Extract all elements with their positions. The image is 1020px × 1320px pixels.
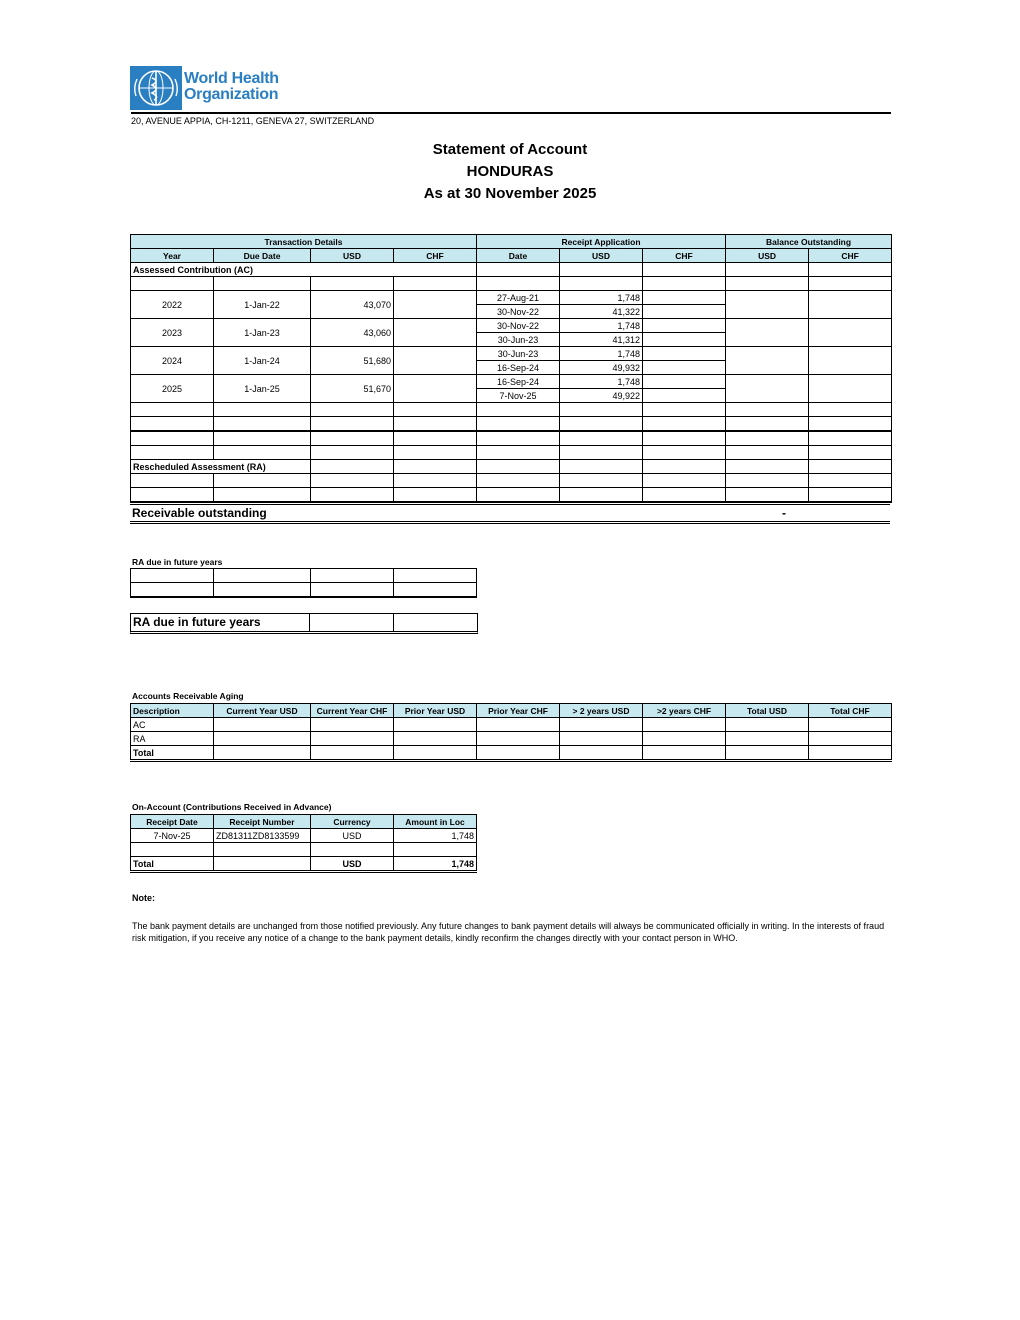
- ac-section-label: Assessed Contribution (AC): [131, 263, 477, 277]
- group-header-balance: Balance Outstanding: [726, 235, 892, 249]
- year-cell: 2022: [131, 291, 214, 319]
- receipt-usd-cell: 1,748: [560, 347, 643, 361]
- year-cell: 2025: [131, 375, 214, 403]
- col-header-usd: USD: [311, 249, 394, 263]
- table-row: [131, 569, 477, 583]
- note-label: Note:: [132, 893, 155, 903]
- receipt-usd-cell: 49,932: [560, 361, 643, 375]
- aging-header-description: Description: [131, 704, 214, 718]
- receipt-date-cell: 30-Nov-22: [477, 305, 560, 319]
- who-emblem-icon: [130, 66, 182, 110]
- on-account-date-cell: 7-Nov-25: [131, 829, 214, 843]
- receipt-date-cell: 30-Jun-23: [477, 333, 560, 347]
- table-row: [131, 732, 892, 746]
- logo-wordmark: [184, 71, 279, 103]
- table-row: [131, 417, 892, 432]
- table-row: [131, 431, 892, 446]
- ra-future-total-row: [130, 613, 478, 634]
- due-date-cell: 1-Jan-25: [214, 375, 311, 403]
- receipt-date-cell: 30-Jun-23: [477, 347, 560, 361]
- logo-line1: World Health: [184, 70, 279, 87]
- due-date-cell: 1-Jan-22: [214, 291, 311, 319]
- amount-usd-cell: 51,670: [311, 375, 394, 403]
- receipt-date-cell: 16-Sep-24: [477, 375, 560, 389]
- col-header-receipt-chf: CHF: [643, 249, 726, 263]
- receivable-outstanding-row: [130, 504, 890, 524]
- amount-usd-cell: 43,070: [311, 291, 394, 319]
- on-account-header-amount: Amount in Loc: [394, 815, 477, 829]
- table-row: [131, 403, 892, 417]
- aging-header-row: [131, 704, 892, 718]
- aging-header-total-chf: Total CHF: [809, 704, 892, 718]
- table-row: [131, 375, 892, 389]
- title-date: As at 30 November 2025: [423, 185, 597, 202]
- ra-future-total-label: RA due in future years: [133, 615, 261, 629]
- amount-usd-cell: 51,680: [311, 347, 394, 375]
- col-header-due-date: Due Date: [214, 249, 311, 263]
- table-row: [131, 347, 892, 361]
- address-line: 20, AVENUE APPIA, CH-1211, GENEVA 27, SWITZERLAND: [131, 112, 891, 126]
- ra-future-table: [130, 568, 477, 598]
- on-account-total-row: [131, 857, 477, 872]
- note-text: The bank payment details are unchanged from those notified previously. Any future changes to bank payment details will always be communicated officially in writing. In the interests of fraud risk mitigation, if you receive any notice of a change to the bank payment details, kindly reconfirm the changes directly with your contact person in WHO.: [132, 921, 885, 943]
- table-row: [131, 460, 892, 474]
- table-row: [131, 718, 892, 732]
- table-row: [131, 291, 892, 305]
- receivable-outstanding-label: Receivable outstanding: [132, 506, 267, 520]
- col-header-year: Year: [131, 249, 214, 263]
- col-header-receipt-usd: USD: [560, 249, 643, 263]
- aging-header-total-usd: Total USD: [726, 704, 809, 718]
- ra-future-label: RA due in future years: [132, 557, 223, 567]
- table-row: [131, 319, 892, 333]
- aging-header-prior-usd: Prior Year USD: [394, 704, 477, 718]
- on-account-header-currency: Currency: [311, 815, 394, 829]
- receipt-usd-cell: 1,748: [560, 375, 643, 389]
- col-header-balance-usd: USD: [726, 249, 809, 263]
- statement-table: [130, 234, 892, 503]
- col-header-date: Date: [477, 249, 560, 263]
- aging-row-label: AC: [131, 718, 214, 732]
- year-cell: 2024: [131, 347, 214, 375]
- table-row: [131, 263, 892, 277]
- due-date-cell: 1-Jan-23: [214, 319, 311, 347]
- on-account-total-label: Total: [131, 857, 214, 872]
- receipt-date-cell: 16-Sep-24: [477, 361, 560, 375]
- group-header-transaction: Transaction Details: [131, 235, 477, 249]
- column-header-row: [131, 249, 892, 263]
- table-row: [131, 474, 892, 488]
- aging-header-2y-chf: >2 years CHF: [643, 704, 726, 718]
- on-account-label: On-Account (Contributions Received in Advance): [132, 802, 332, 812]
- table-row: [131, 583, 477, 598]
- table-row: [131, 446, 892, 460]
- receipt-usd-cell: 1,748: [560, 319, 643, 333]
- on-account-total-amount: 1,748: [394, 857, 477, 872]
- on-account-header-row: [131, 815, 477, 829]
- title-country: HONDURAS: [466, 163, 554, 180]
- receipt-date-cell: 7-Nov-25: [477, 389, 560, 403]
- table-row: [131, 843, 477, 857]
- on-account-amount-cell: 1,748: [394, 829, 477, 843]
- aging-header-current-usd: Current Year USD: [214, 704, 311, 718]
- table-row: [131, 488, 892, 503]
- aging-table: [130, 703, 892, 762]
- ra-section-label: Rescheduled Assessment (RA): [131, 460, 311, 474]
- receipt-usd-cell: 1,748: [560, 291, 643, 305]
- receipt-usd-cell: 41,322: [560, 305, 643, 319]
- group-header-row: [131, 235, 892, 249]
- logo-line2: Organization: [184, 86, 279, 103]
- amount-usd-cell: 43,060: [311, 319, 394, 347]
- on-account-number-cell: ZD81311ZD8133599: [214, 829, 311, 843]
- year-cell: 2023: [131, 319, 214, 347]
- receipt-date-cell: 27-Aug-21: [477, 291, 560, 305]
- aging-header-current-chf: Current Year CHF: [311, 704, 394, 718]
- col-header-chf: CHF: [394, 249, 477, 263]
- col-header-balance-chf: CHF: [809, 249, 892, 263]
- group-header-receipt: Receipt Application: [477, 235, 726, 249]
- table-row: [131, 829, 477, 843]
- due-date-cell: 1-Jan-24: [214, 347, 311, 375]
- on-account-total-currency: USD: [311, 857, 394, 872]
- aging-header-prior-chf: Prior Year CHF: [477, 704, 560, 718]
- on-account-header-date: Receipt Date: [131, 815, 214, 829]
- receipt-usd-cell: 41,312: [560, 333, 643, 347]
- aging-header-2y-usd: > 2 years USD: [560, 704, 643, 718]
- aging-row-label: Total: [131, 746, 214, 761]
- who-logo: [130, 66, 282, 110]
- receipt-usd-cell: 49,922: [560, 389, 643, 403]
- on-account-currency-cell: USD: [311, 829, 394, 843]
- on-account-header-number: Receipt Number: [214, 815, 311, 829]
- aging-label: Accounts Receivable Aging: [132, 691, 244, 701]
- aging-row-label: RA: [131, 732, 214, 746]
- title-statement: Statement of Account: [432, 141, 588, 158]
- on-account-table: [130, 814, 477, 873]
- receipt-date-cell: 30-Nov-22: [477, 319, 560, 333]
- table-row: [131, 746, 892, 761]
- receivable-outstanding-value: -: [782, 506, 786, 520]
- table-row: [131, 277, 892, 291]
